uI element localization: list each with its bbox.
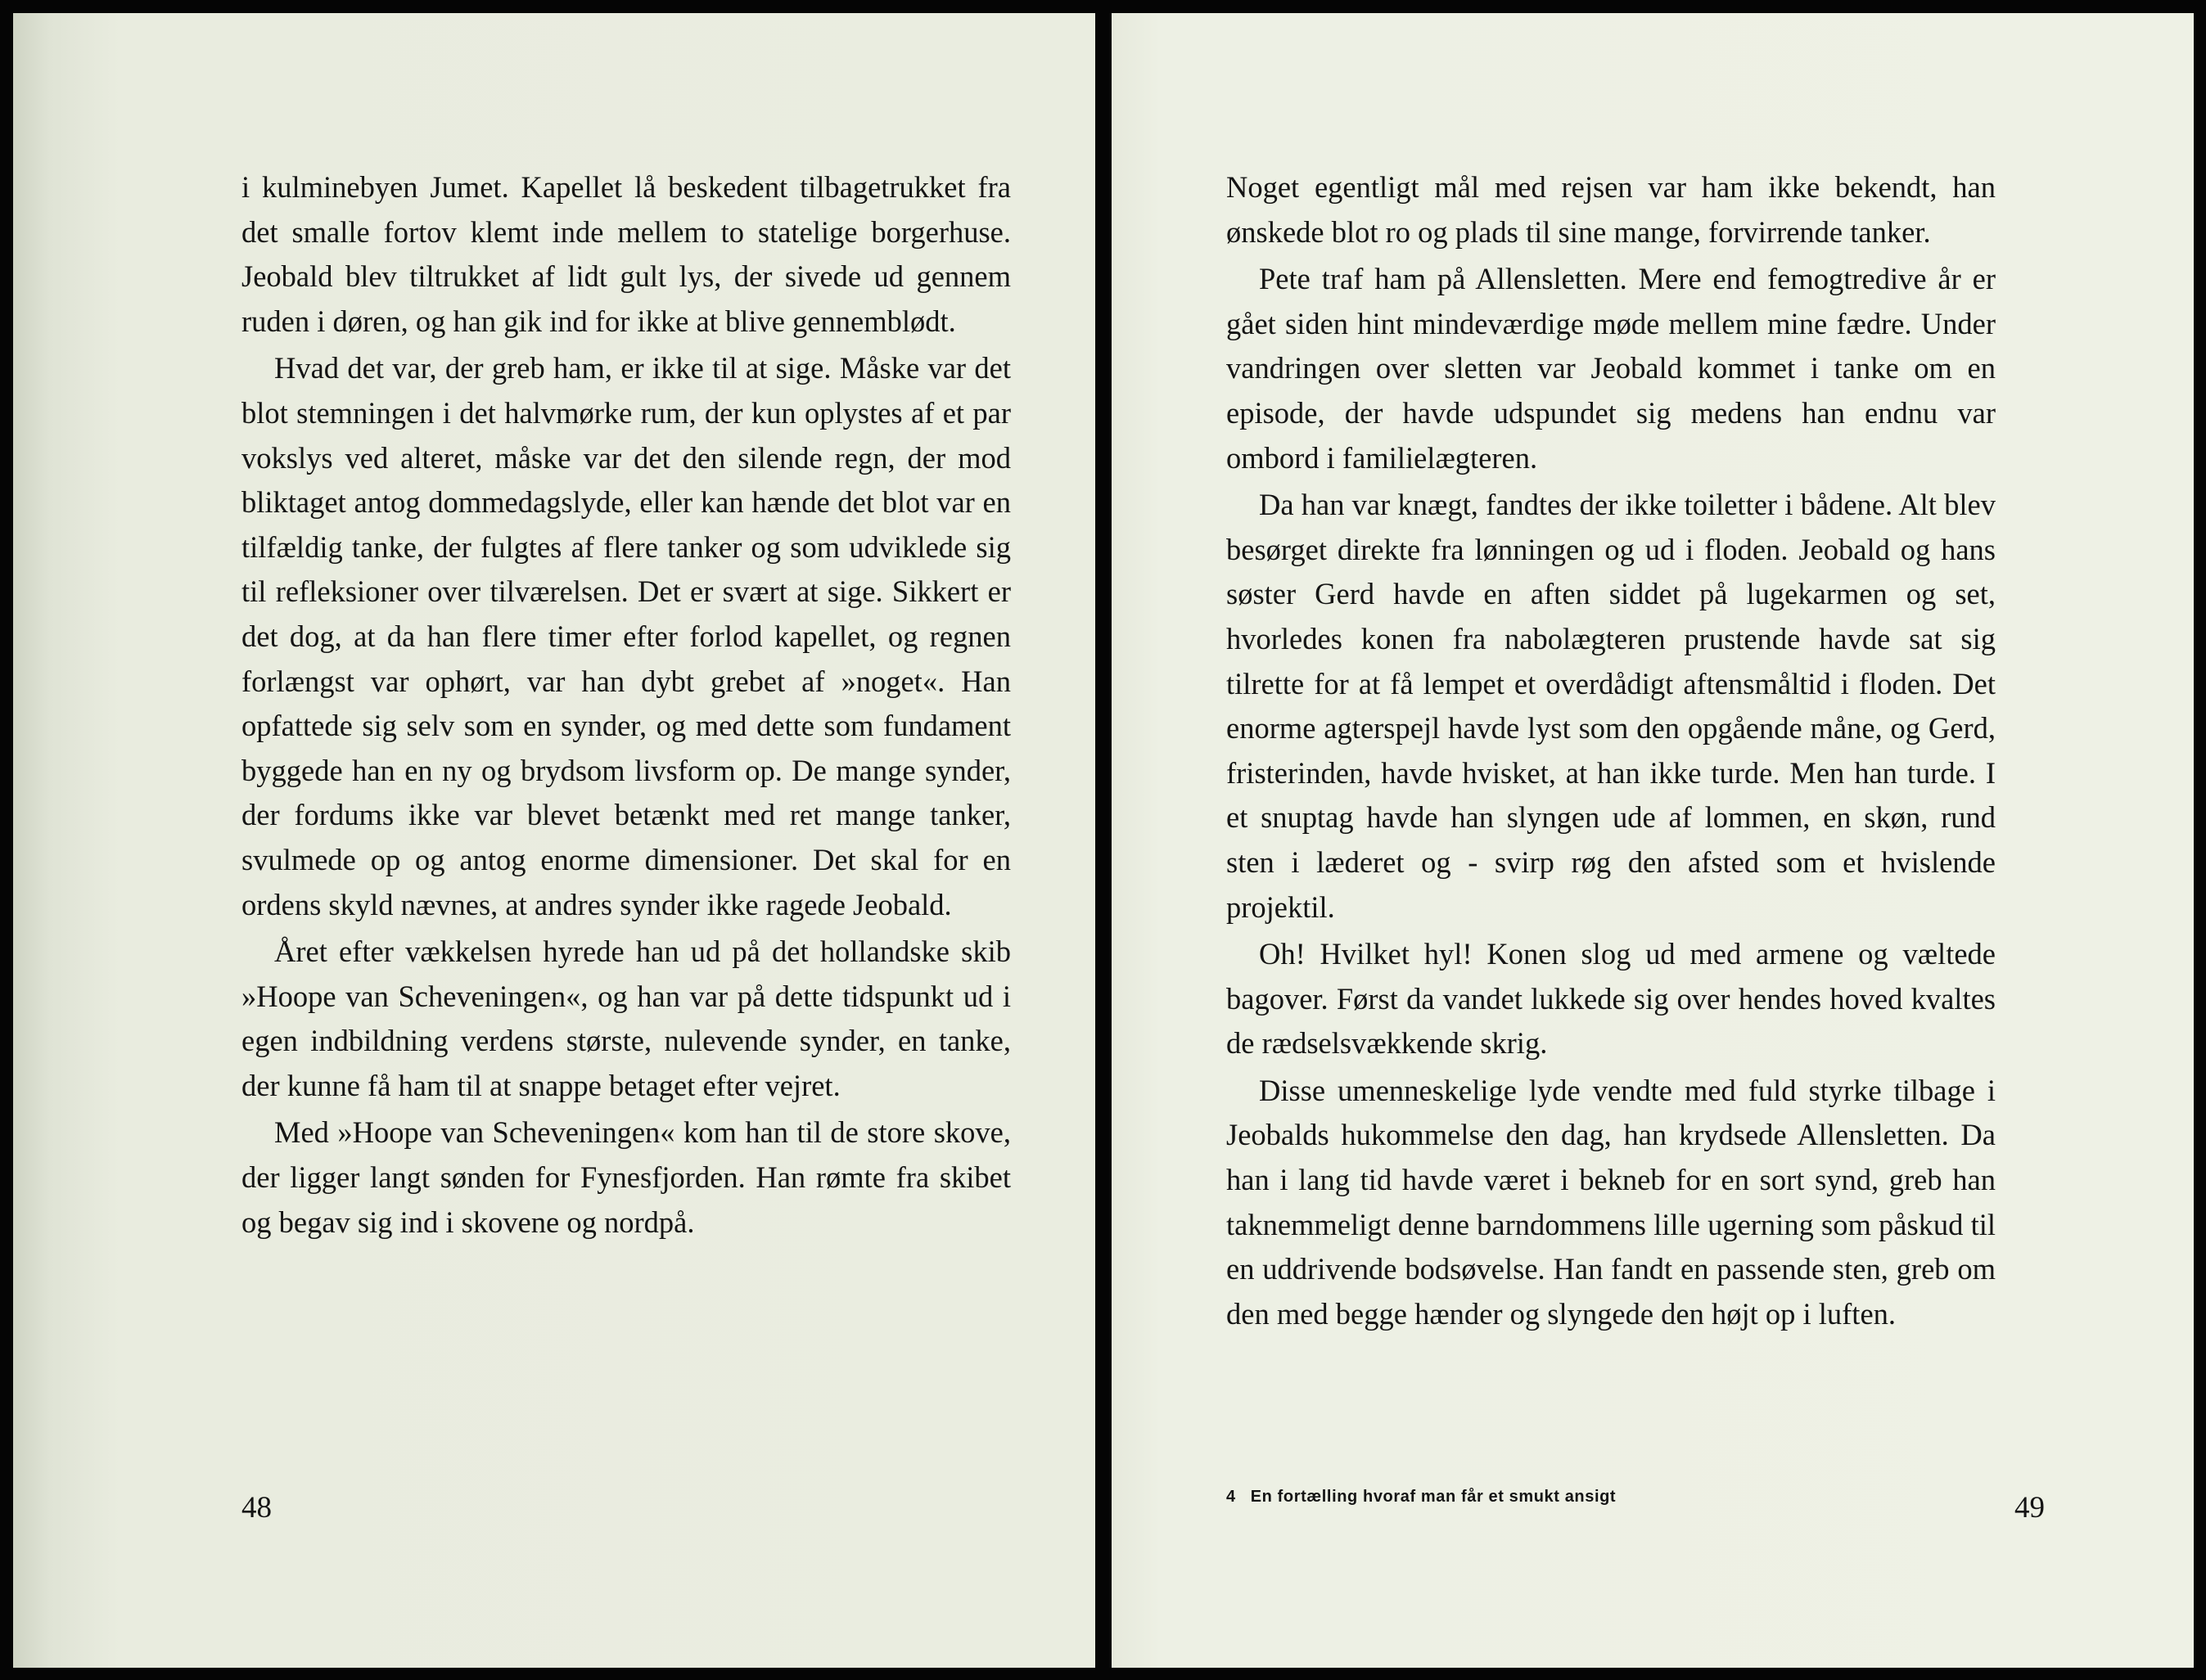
paragraph: Da han var knægt, fandtes der ikke toiletter i bådene. Alt blev besørget direkte fra lønningen og ud i floden. Jeobald og hans søster Gerd havde en aften siddet på lugekarmen og set, hvorledes konen fra nabolægteren prustende havde sat sig tilrette for at få lempet et overdådigt aftensmåltid i floden. Det enorme agterspejl havde lyst som den opgående måne, og Gerd, fristerinden, havde hvisket, at han ikke turde. Men han turde. I et snuptag havde han slyngen ude af lommen, en skøn, rund sten i læderet og - svirp røg den afsted som et hvislende projektil.: [1226, 488, 1996, 924]
paragraph: Med »Hoope van Scheveningen« kom han til de store skove, der ligger langt sønden for Fynesfjorden. Han rømte fra skibet og begav sig ind i skovene og nordpå.: [241, 1115, 1011, 1239]
page-number: 48: [241, 1491, 272, 1525]
paragraph: Disse umenneskelige lyde vendte med fuld styrke tilbage i Jeobalds hukommelse den dag, han krydsede Allensletten. Da han i lang tid havde været i bekneb for en sort synd, greb han taknemmeligt denne barndommens lille ugerning som påskud til en uddrivende bodsøvelse. Han fandt en passende sten, greb om den med begge hænder og slyngede den højt op i luften.: [1226, 1073, 1996, 1331]
left-page: [13, 13, 1095, 1668]
paragraph: i kulminebyen Jumet. Kapellet lå beskedent tilbagetrukket fra det smalle fortov klemt inde mellem to statelige borgerhuse. Jeobald blev tiltrukket af lidt gult lys, der sivede ud gennem ruden i døren, og han gik ind for ikke at blive gennemblødt.: [241, 170, 1011, 338]
right-page-text: [1226, 165, 1996, 1339]
paragraph: Noget egentligt mål med rejsen var ham ikke bekendt, han ønskede blot ro og plads til sine mange, forvirrende tanker.: [1226, 170, 1996, 249]
paragraph: Oh! Hvilket hyl! Konen slog ud med armene og væltede bagover. Først da vandet lukkede sig over hendes hoved kvaltes de rædselsvækkende skrig.: [1226, 937, 1996, 1061]
paragraph: Hvad det var, der greb ham, er ikke til at sige. Måske var det blot stemningen i det halvmørke rum, der kun oplystes af et par vokslys ved alteret, måske var det den silende regn, der mod bliktaget antog dommedagslyde, eller kan hænde det blot var en tilfældig tanke, der fulgtes af flere tanker og som udviklede sig til refleksioner over tilværelsen. Det er svært at sige. Sikkert er det dog, at da han flere timer efter forlod kapellet, og regnen forlængst var ophørt, var han dybt grebet af »noget«. Han opfattede sig selv som en synder, og med dette som fundament byggede han en ny og brydsom livsform op. De mange synder, der fordums ikke var blevet betænkt med ret mange tanker, svulmede op og antog enorme dimensioner. Det skal for en ordens skyld nævnes, at andres synder ikke ragede Jeobald.: [241, 351, 1011, 921]
right-page: [1112, 13, 2194, 1668]
footer-title: En fortælling hvoraf man får et smukt ansigt: [1250, 1488, 1617, 1506]
paragraph: Året efter vækkelsen hyrede han ud på det hollandske skib »Hoope van Scheveningen«, og han var på dette tidspunkt ud i egen indbildning verdens største, nulevende synder, en tanke, der kunne få ham til at snappe betaget efter vejret.: [241, 935, 1011, 1102]
signature-mark: 4: [1226, 1488, 1236, 1506]
page-number: 49: [2014, 1491, 2045, 1525]
paragraph: Pete traf ham på Allensletten. Mere end femogtredive år er gået siden hint mindeværdige møde mellem mine fædre. Under vandringen over sletten var Jeobald kommet i tanke om en episode, der havde udspundet sig medens han endnu var ombord i familielægteren.: [1226, 262, 1996, 475]
left-page-text: [241, 165, 1011, 1247]
running-footer: [1226, 1488, 1616, 1507]
